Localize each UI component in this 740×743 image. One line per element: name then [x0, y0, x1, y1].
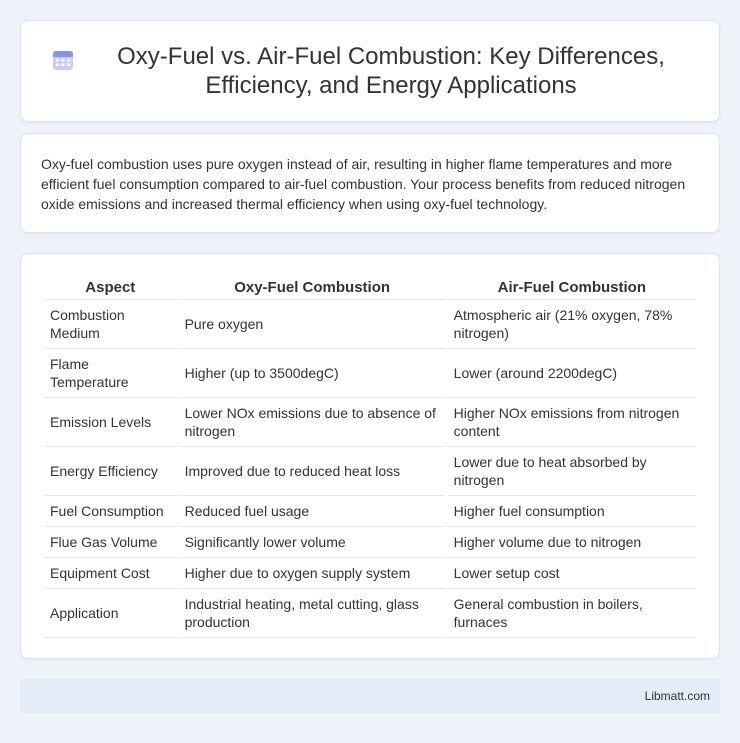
oxy-fuel-cell: Higher due to oxygen supply system: [179, 558, 446, 589]
air-fuel-cell: General combustion in boilers, furnaces: [448, 589, 696, 638]
air-fuel-cell: Lower setup cost: [448, 558, 696, 589]
oxy-fuel-cell: Lower NOx emissions due to absence of nitrogen: [179, 398, 446, 447]
aspect-cell: Flame Temperature: [44, 349, 177, 398]
air-fuel-cell: Higher fuel consumption: [448, 496, 696, 527]
table-row: [44, 558, 696, 589]
intro-paragraph: Oxy-fuel combustion uses pure oxygen instead of air, resulting in higher flame temperatures and more efficient fuel consumption compared to air-fuel combustion. Your process benefits from reduced nitrogen oxide emissions and increased thermal efficiency when using oxy-fuel technology.: [41, 156, 686, 212]
table-row: [44, 398, 696, 447]
oxy-fuel-cell: Industrial heating, metal cutting, glass production: [179, 589, 446, 638]
aspect-cell: Application: [44, 589, 177, 638]
aspect-cell: Emission Levels: [44, 398, 177, 447]
table-row: [44, 447, 696, 496]
intro-card: [20, 133, 720, 233]
aspect-cell: Equipment Cost: [44, 558, 177, 589]
aspect-cell: Combustion Medium: [44, 300, 177, 349]
comparison-table: [42, 274, 698, 638]
footer-brand[interactable]: Libmatt.com: [644, 689, 710, 703]
aspect-cell: Flue Gas Volume: [44, 527, 177, 558]
column-header-oxy-fuel: Oxy-Fuel Combustion: [179, 274, 446, 300]
air-fuel-cell: Higher NOx emissions from nitrogen content: [448, 398, 696, 447]
table-header-row: [44, 274, 696, 300]
air-fuel-cell: Atmospheric air (21% oxygen, 78% nitrogen): [448, 300, 696, 349]
aspect-cell: Fuel Consumption: [44, 496, 177, 527]
table-row: [44, 589, 696, 638]
column-header-aspect: Aspect: [44, 274, 177, 300]
oxy-fuel-cell: Pure oxygen: [179, 300, 446, 349]
air-fuel-cell: Lower (around 2200degC): [448, 349, 696, 398]
title-wrap: [51, 42, 689, 100]
oxy-fuel-cell: Improved due to reduced heat loss: [179, 447, 446, 496]
title-card: [20, 20, 720, 122]
column-header-air-fuel: Air-Fuel Combustion: [448, 274, 696, 300]
calendar-icon: [51, 48, 75, 72]
oxy-fuel-cell: Significantly lower volume: [179, 527, 446, 558]
table-row: [44, 349, 696, 398]
page-title: Oxy-Fuel vs. Air-Fuel Combustion: Key Differences, Efficiency, and Energy Applications: [117, 43, 665, 99]
air-fuel-cell: Higher volume due to nitrogen: [448, 527, 696, 558]
footer: [20, 679, 720, 713]
air-fuel-cell: Lower due to heat absorbed by nitrogen: [448, 447, 696, 496]
oxy-fuel-cell: Higher (up to 3500degC): [179, 349, 446, 398]
aspect-cell: Energy Efficiency: [44, 447, 177, 496]
table-row: [44, 300, 696, 349]
oxy-fuel-cell: Reduced fuel usage: [179, 496, 446, 527]
comparison-card: [20, 253, 720, 659]
table-row: [44, 496, 696, 527]
table-row: [44, 527, 696, 558]
